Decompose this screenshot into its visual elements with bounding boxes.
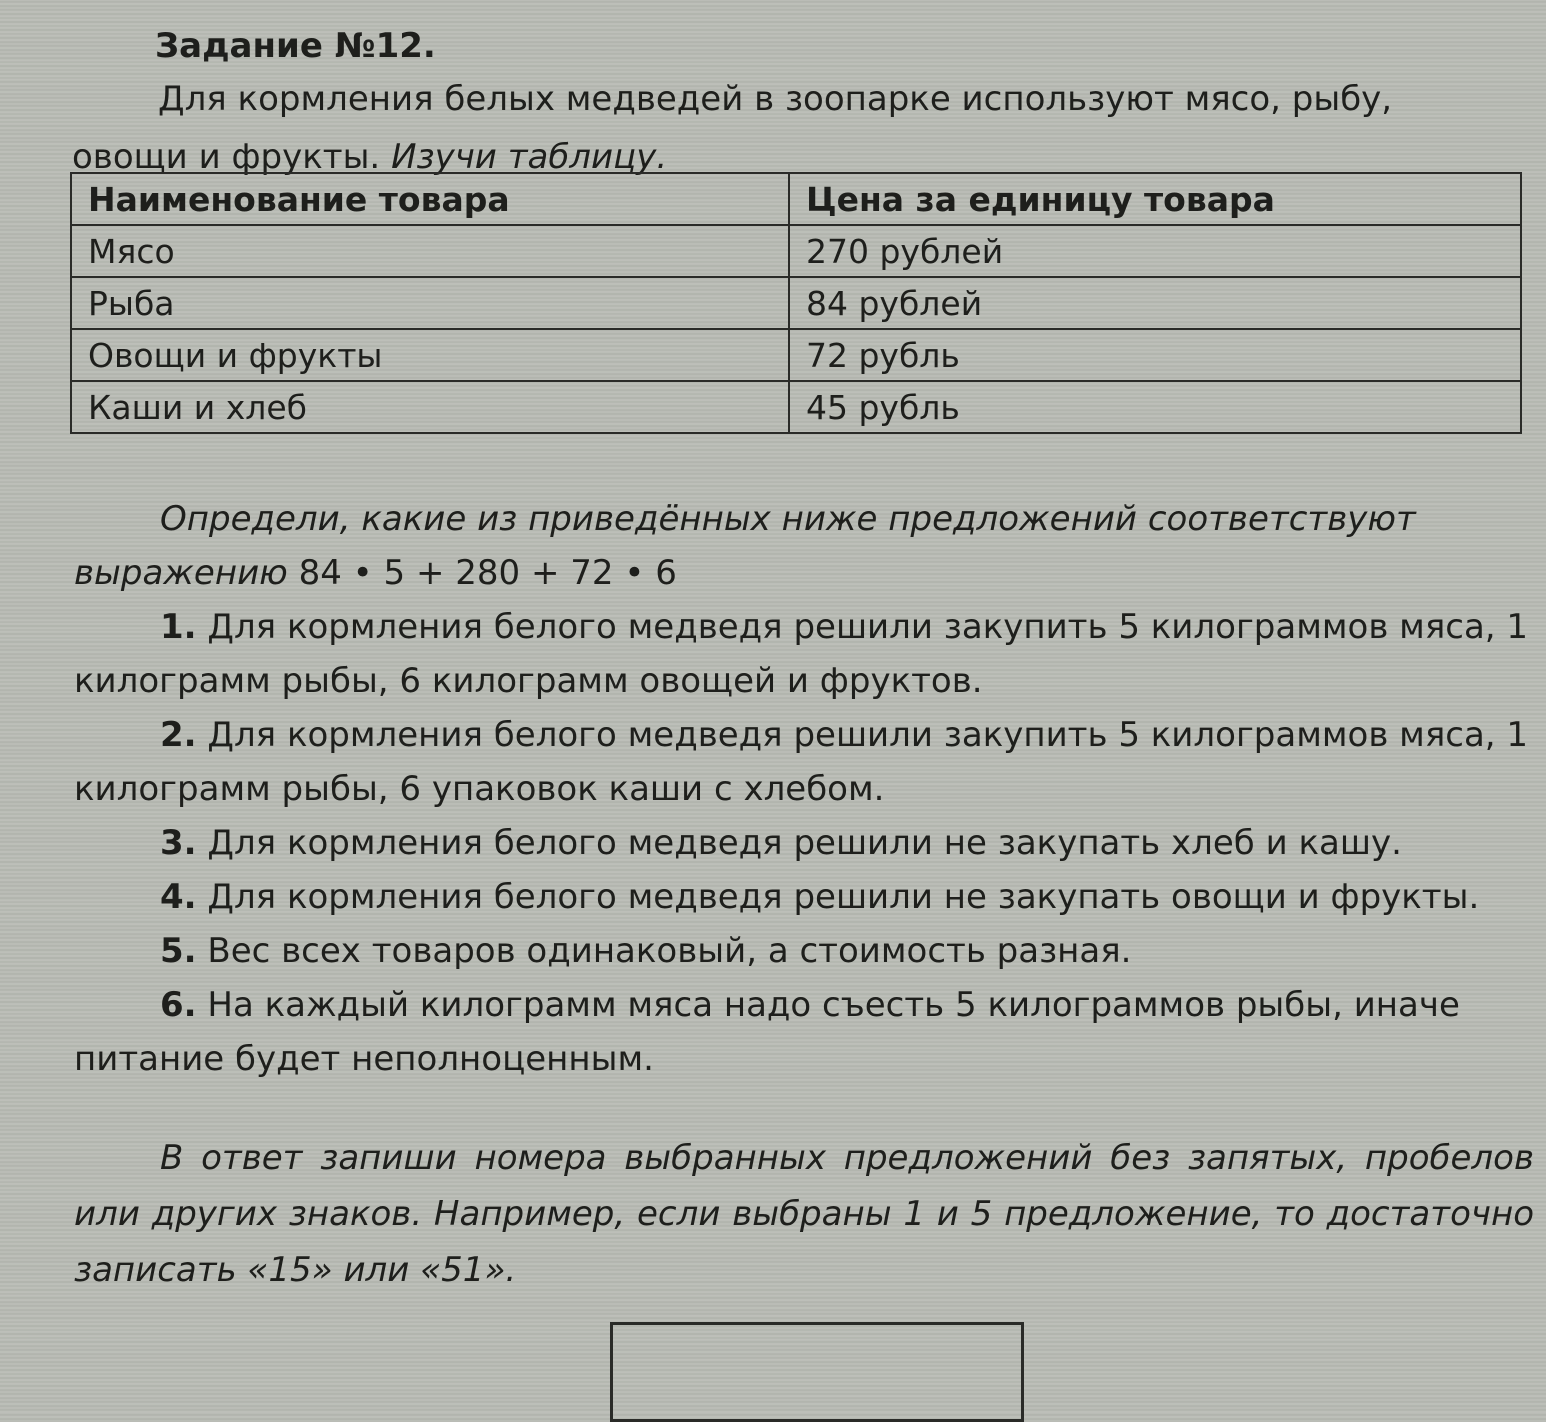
table-row <box>71 225 1521 277</box>
list-item <box>74 600 1534 708</box>
statement-text: На каждый килограмм мяса надо съесть 5 килограммов рыбы, иначе питание будет неполноценным. <box>74 985 1460 1079</box>
product-name: Каши и хлеб <box>71 381 789 433</box>
question-expression-line <box>74 546 1526 600</box>
answer-instruction: В ответ запиши номера выбранных предложений без запятых, пробелов или других знаков. Например, если выбраны 1 и 5 предложение, то достаточно записать «15» или «51». <box>74 1138 1534 1290</box>
product-price: 84 рублей <box>789 277 1521 329</box>
header-product-name: Наименование товара <box>71 173 789 225</box>
statement-text: Вес всех товаров одинаковый, а стоимость разная. <box>207 931 1132 971</box>
question <box>74 492 1526 600</box>
question-text: Определи, какие из приведённых ниже предложений соответствуют <box>160 499 1416 539</box>
product-name: Рыба <box>71 277 789 329</box>
statement-text: Для кормления белого медведя решили не закупать хлеб и кашу. <box>207 823 1402 863</box>
table-row <box>71 381 1521 433</box>
list-item <box>74 978 1534 1086</box>
statement-text: Для кормления белого медведя решили не закупать овощи и фрукты. <box>207 877 1480 917</box>
expression-prefix: выражению <box>74 553 288 593</box>
table-row <box>71 329 1521 381</box>
table-row <box>71 277 1521 329</box>
product-price: 270 рублей <box>789 225 1521 277</box>
list-item <box>74 924 1534 978</box>
product-price: 45 рубль <box>789 381 1521 433</box>
answer-box[interactable] <box>610 1322 1024 1422</box>
statement-number: 4. <box>160 877 197 917</box>
product-name: Мясо <box>71 225 789 277</box>
list-item <box>74 870 1534 924</box>
intro-text: овощи и фрукты. <box>72 137 381 177</box>
task-intro <box>72 70 1452 186</box>
statement-text: Для кормления белого медведя решили закупить 5 килограммов мяса, 1 килограмм рыбы, 6 килограмм овощей и фруктов. <box>74 607 1529 701</box>
product-price: 72 рубль <box>789 329 1521 381</box>
statement-number: 5. <box>160 931 197 971</box>
price-table <box>70 172 1522 434</box>
list-item <box>74 708 1534 816</box>
statement-list <box>74 600 1534 1086</box>
intro-line-1: Для кормления белых медведей в зоопарке используют мясо, рыбу, <box>158 79 1393 119</box>
statement-number: 1. <box>160 607 197 647</box>
statement-number: 3. <box>160 823 197 863</box>
statement-number: 6. <box>160 985 197 1025</box>
task-title: Задание №12. <box>155 26 436 66</box>
intro-instruction: Изучи таблицу. <box>391 137 668 177</box>
table-header-row <box>71 173 1521 225</box>
math-expression: 84 • 5 + 280 + 72 • 6 <box>298 553 677 593</box>
list-item <box>74 816 1534 870</box>
product-name: Овощи и фрукты <box>71 329 789 381</box>
statement-text: Для кормления белого медведя решили закупить 5 килограммов мяса, 1 килограмм рыбы, 6 упаковок каши с хлебом. <box>74 715 1529 809</box>
header-unit-price: Цена за единицу товара <box>789 173 1521 225</box>
statement-number: 2. <box>160 715 197 755</box>
